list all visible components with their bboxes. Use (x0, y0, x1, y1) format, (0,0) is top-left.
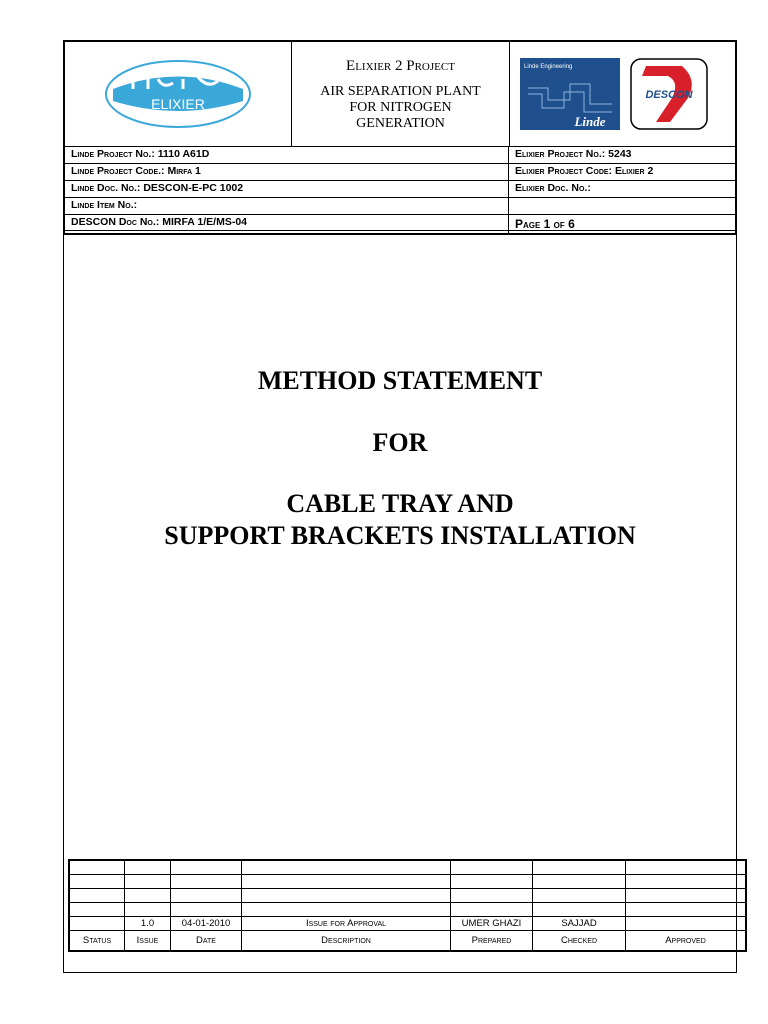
empty-cell (509, 198, 735, 214)
checked-header: Checked (533, 931, 626, 952)
document-header (63, 40, 737, 235)
linde-engineering-label: Linde Engineering (524, 64, 573, 70)
date-header: Date (171, 931, 242, 952)
issue-header: Issue (125, 931, 171, 952)
header-info-row (65, 198, 735, 215)
checked-cell: SAJJAD (533, 917, 626, 931)
elixier-logo-cell (65, 42, 292, 146)
header-info-row (65, 181, 735, 198)
linde-doc-no: Linde Doc. No.: DESCON-E-PC 1002 (65, 181, 509, 197)
descon-logo (630, 58, 708, 130)
elixier-project-code: Elixier Project Code: Elixier 2 (515, 165, 654, 177)
linde-logo (520, 58, 620, 130)
linde-project-code: Linde Project Code.: Mirfa 1 (65, 164, 509, 180)
table-row (69, 860, 746, 875)
date-cell: 04-01-2010 (171, 917, 242, 931)
revision-table (68, 859, 747, 952)
linde-item-no: Linde Item No.: (65, 198, 509, 214)
status-cell (69, 917, 125, 931)
description-cell: Issue for Approval (242, 917, 451, 931)
descon-doc-no: DESCON Doc No.: MIRFA 1/E/MS-04 (65, 215, 509, 233)
title-line-3: CABLE TRAY AND (286, 489, 514, 518)
descon-wordmark: DESCON (645, 89, 693, 101)
title-line-2: FOR (372, 428, 428, 457)
project-title-cell (292, 42, 510, 146)
status-header: Status (69, 931, 125, 952)
elixier-doc-no: Elixier Doc. No.: (515, 182, 591, 194)
description-header: Description (242, 931, 451, 952)
revision-entry-row (69, 917, 746, 931)
linde-wordmark: Linde (574, 114, 606, 129)
plant-line-2: FOR NITROGEN (349, 100, 452, 115)
prepared-cell: UMER GHAZI (451, 917, 533, 931)
partner-logos-cell (510, 42, 735, 146)
header-info-row (65, 147, 735, 164)
header-top-row (65, 42, 735, 147)
plant-line-3: GENERATION (356, 116, 445, 131)
project-title: Elixier 2 Project (346, 58, 455, 74)
prepared-header: Prepared (451, 931, 533, 952)
header-info-row (65, 164, 735, 181)
table-row (69, 889, 746, 903)
approved-cell (626, 917, 747, 931)
elixier-project-no: Elixier Project No.: 5243 (515, 148, 632, 160)
linde-project-no: Linde Project No.: 1110 A61D (65, 147, 509, 163)
approved-header: Approved (626, 931, 747, 952)
page-number: Page 1 of 6 (515, 217, 575, 231)
table-row (69, 903, 746, 917)
title-line-4: SUPPORT BRACKETS INSTALLATION (164, 521, 636, 550)
plant-line-1: AIR SEPARATION PLANT (320, 84, 481, 99)
elixier-logo (103, 59, 253, 129)
table-row (69, 875, 746, 889)
title-line-1: METHOD STATEMENT (257, 366, 543, 395)
revision-header-row (69, 931, 746, 952)
elixier-logo-text: ELIXIER (151, 96, 205, 112)
issue-cell: 1.0 (125, 917, 171, 931)
